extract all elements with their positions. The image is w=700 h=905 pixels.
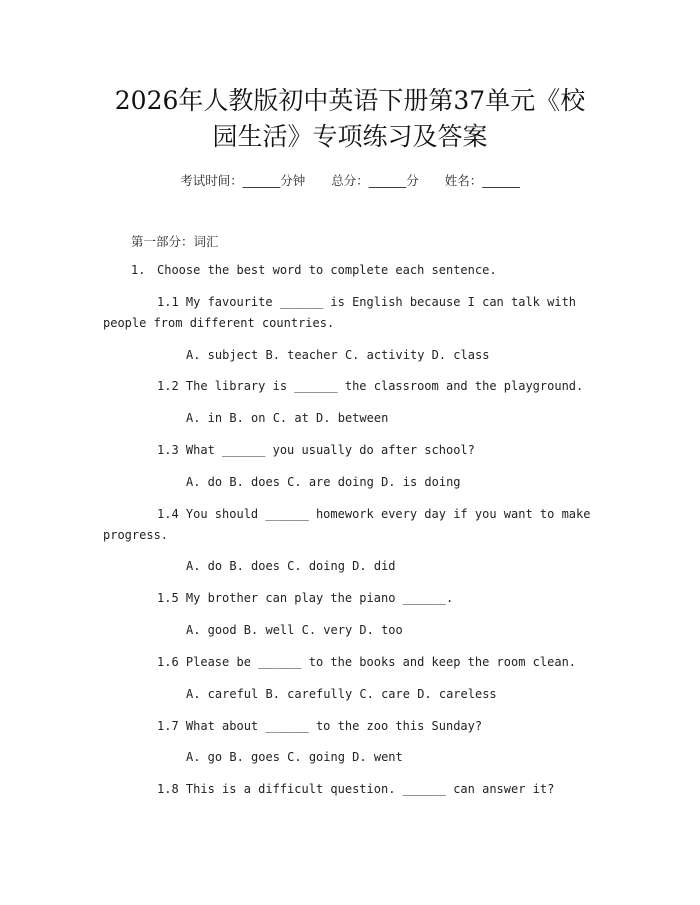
question-text: Choose the best word to complete each sentence. [157,263,497,277]
item-options: A. do B. does C. are doing D. is doing [186,475,461,489]
item-question-continued: progress. [103,528,169,542]
item-options: A. do B. does C. doing D. did [186,559,396,573]
exam-meta [0,171,700,189]
title-line-1: 2026年人教版初中英语下册第37单元《校 [114,86,586,115]
document-title [90,83,610,155]
item-question: 1.3 What ______ you usually do after school? [157,443,475,457]
item-question: 1.7 What about ______ to the zoo this Sunday? [157,719,483,733]
item-question: 1.5 My brother can play the piano ______. [157,591,454,605]
item-question: 1.4 You should ______ homework every day if you want to make [157,507,591,521]
item-options: A. careful B. carefully C. care D. careless [186,687,497,701]
item-options: A. in B. on C. at D. between [186,411,389,425]
item-question: 1.8 This is a difficult question. ______ can answer it? [157,782,555,796]
exam-time: 考试时间：______分钟 [180,173,306,188]
question-number: 1. [131,263,146,277]
item-question: 1.1 My favourite ______ is English because I can talk with [157,295,577,309]
item-question-continued: people from different countries. [103,316,335,330]
item-question: 1.2 The library is ______ the classroom and the playground. [157,379,584,393]
item-options: A. good B. well C. very D. too [186,623,403,637]
title-line-2: 园生活》专项练习及答案 [212,122,488,151]
item-options: A. go B. goes C. going D. went [186,750,403,764]
student-name: 姓名：______ [444,173,520,188]
item-question: 1.6 Please be ______ to the books and keep the room clean. [157,655,577,669]
item-options: A. subject B. teacher C. activity D. class [186,348,490,362]
section-heading: 第一部分：词汇 [131,234,219,249]
total-score: 总分：______分 [331,173,419,188]
